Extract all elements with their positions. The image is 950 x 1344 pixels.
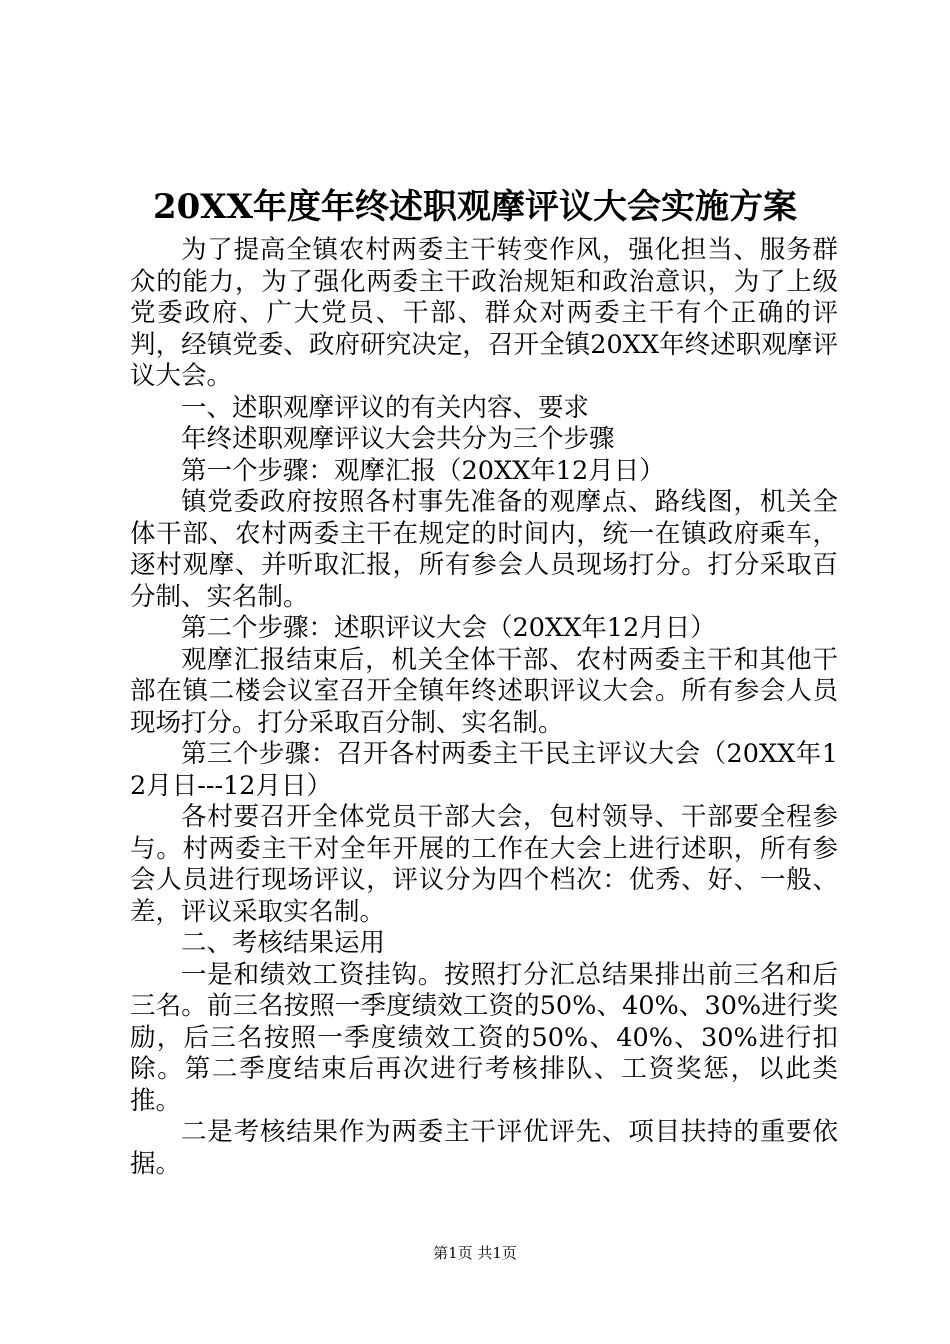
step-2-paragraph: 观摩汇报结束后，机关全体干部、农村两委主干和其他干部在镇二楼会议室召开全镇年终述职评议大会。所有参会人员现场打分。打分采取百分制、实名制。 — [130, 644, 838, 738]
section-heading-1: 一、述职观摩评议的有关内容、要求 — [181, 392, 590, 423]
document-body — [130, 235, 838, 1180]
step-3-paragraph: 各村要召开全体党员干部大会，包村领导、干部要全程参与。村两委主干对全年开展的工作在大会上进行述职，所有参会人员进行现场评议，评议分为四个档次：优秀、好、一般、差，评议采取实名制。 — [130, 802, 838, 927]
paragraph-steps-overview: 年终述职观摩评议大会共分为三个步骤 — [181, 424, 615, 454]
result-paragraph-2: 二是考核结果作为两委主干评优评先、项目扶持的重要依据。 — [130, 1117, 838, 1179]
step-1-heading: 第一个步骤：观摩汇报（20XX年12月日） — [181, 455, 665, 486]
result-paragraph-1: 一是和绩效工资挂钩。按照打分汇总结果排出前三名和后三名。前三名按照一季度绩效工资的50%、40%、30%进行奖励，后三名按照一季度绩效工资的50%、40%、30%进行扣除。第二季度结束后再次进行考核排队、工资奖惩，以此类推。 — [130, 959, 838, 1116]
step-3-heading: 第三个步骤：召开各村两委主干民主评议大会（20XX年12月日---12月日） — [130, 739, 838, 801]
section-heading-2: 二、考核结果运用 — [181, 928, 386, 958]
paragraph-intro: 为了提高全镇农村两委主干转变作风，强化担当、服务群众的能力，为了强化两委主干政治规矩和政治意识，为了上级党委政府、广大党员、干部、群众对两委主干有个正确的评判，经镇党委、政府研究决定，召开全镇20XX年终述职观摩评议大会。 — [130, 235, 838, 391]
page-footer: 第1页 共1页 — [433, 1244, 517, 1262]
step-2-heading: 第二个步骤：述职评议大会（20XX年12月日） — [181, 613, 716, 643]
step-1-paragraph: 镇党委政府按照各村事先准备的观摩点、路线图，机关全体干部、农村两委主干在规定的时间内，统一在镇政府乘车，逐村观摩、并听取汇报，所有参会人员现场打分。打分采取百分制、实名制。 — [130, 487, 838, 612]
document-title: 20XX年度年终述职观摩评议大会实施方案 — [152, 187, 798, 227]
